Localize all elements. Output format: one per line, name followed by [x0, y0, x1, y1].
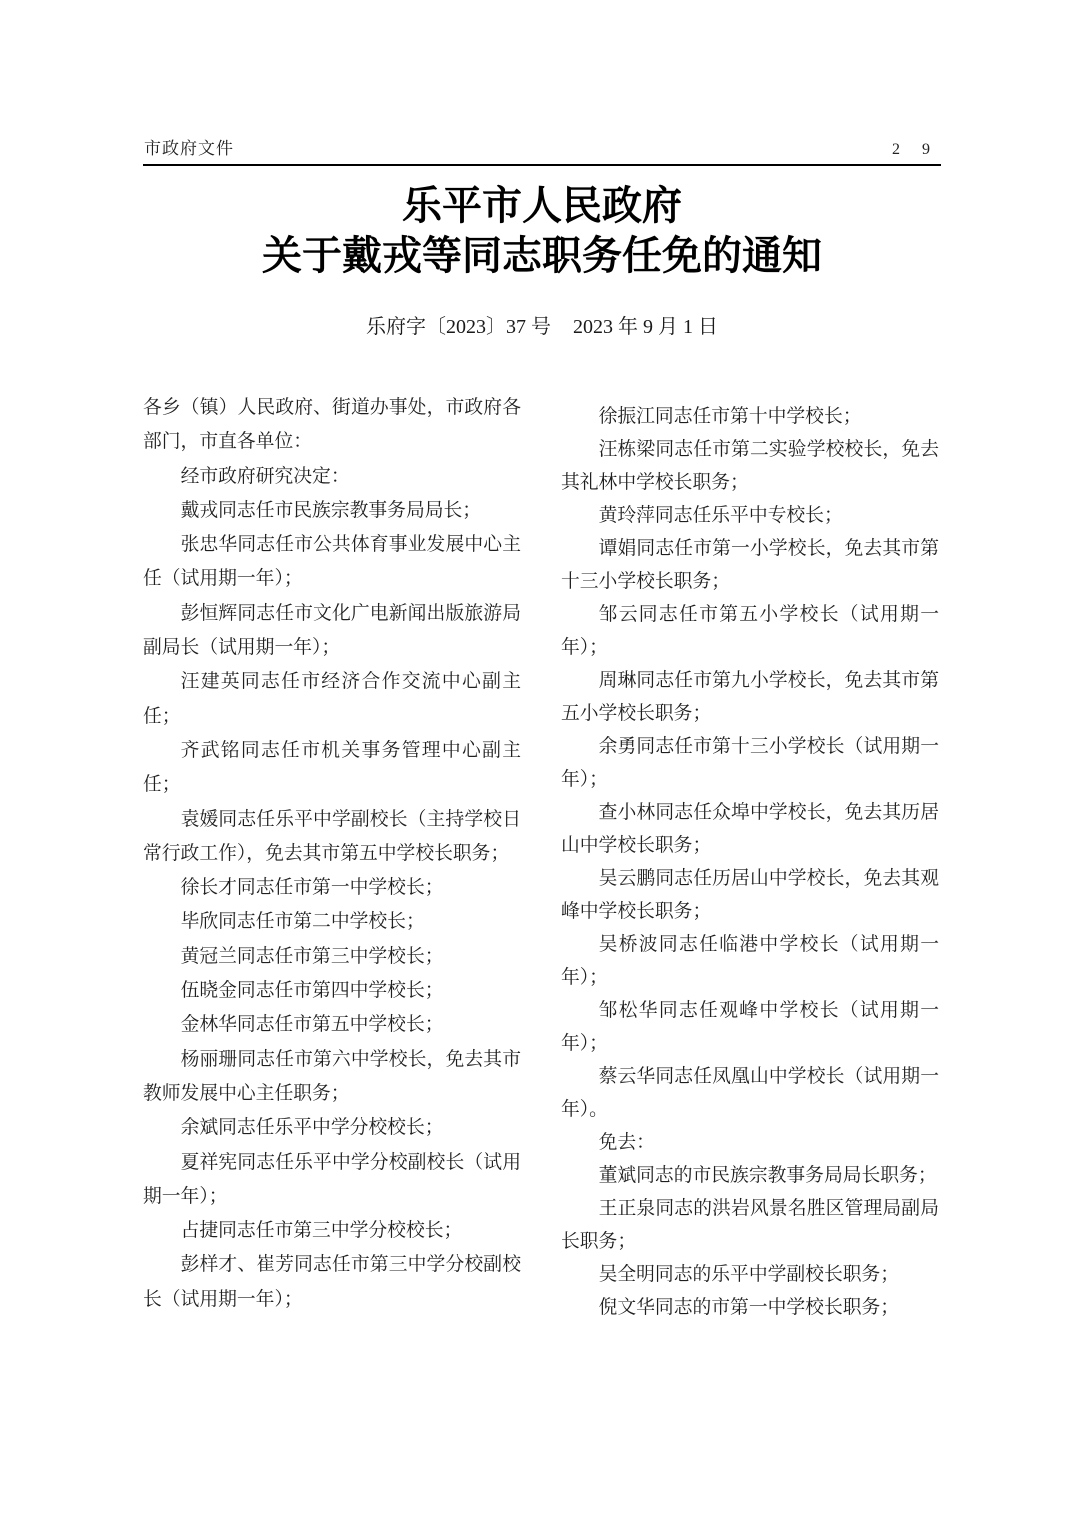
paragraph: 占捷同志任市第三中学分校校长；	[180, 1220, 463, 1242]
paragraph: 周琳同志任市第九小学校长，免去其市第五小学校长职务；	[561, 670, 939, 724]
text-column-right	[561, 400, 939, 1324]
paragraph: 蔡云华同志任凤凰山中学校长（试用期一年）。	[561, 1066, 939, 1120]
paragraph: 金林华同志任市第五中学校长；	[180, 1014, 444, 1036]
paragraph: 谭娟同志任市第一小学校长，免去其市第十三小学校长职务；	[561, 538, 939, 592]
paragraph: 各乡（镇）人民政府、街道办事处，市政府各部门，市直各单位：	[143, 397, 521, 453]
document-title	[143, 181, 941, 281]
paragraph: 彭恒辉同志任市文化广电新闻出版旅游局副局长（试用期一年）；	[143, 602, 521, 659]
paragraph: 汪栋梁同志任市第二实验学校校长，免去其礼林中学校长职务；	[561, 439, 939, 493]
document-date: 2023 年 9 月 1 日	[573, 316, 718, 338]
paragraph: 齐武铭同志任市机关事务管理中心副主任；	[143, 739, 521, 796]
paragraph: 伍晓金同志任市第四中学校长；	[180, 980, 444, 1002]
paragraph: 戴戎同志任市民族宗教事务局局长；	[180, 499, 482, 521]
paragraph: 邹云同志任市第五小学校长（试用期一年）；	[561, 604, 939, 658]
paragraph: 王正泉同志的洪岩风景名胜区管理局副局长职务；	[561, 1198, 939, 1252]
header-rule	[143, 164, 941, 166]
document-title-line1: 乐平市人民政府	[402, 183, 682, 228]
header-category: 市政府文件	[144, 139, 234, 158]
paragraph: 余斌同志任乐平中学分校校长；	[180, 1117, 444, 1139]
paragraph: 余勇同志任市第十三小学校长（试用期一年）；	[561, 736, 939, 790]
paragraph: 杨丽珊同志任市第六中学校长，免去其市教师发展中心主任职务；	[143, 1048, 521, 1104]
document-number-line	[143, 310, 941, 339]
paragraph: 黄冠兰同志任市第三中学校长；	[180, 945, 444, 967]
paragraph: 邹松华同志任观峰中学校长（试用期一年）；	[561, 1000, 939, 1054]
paragraph: 吴全明同志的乐平中学副校长职务；	[598, 1264, 900, 1285]
paragraph: 吴桥波同志任临港中学校长（试用期一年）；	[561, 934, 939, 988]
document-number: 乐府字〔2023〕37 号	[366, 316, 551, 338]
paragraph: 经市政府研究决定：	[180, 465, 350, 487]
paragraph: 黄玲萍同志任乐平中专校长；	[598, 505, 843, 526]
page-number: 2 9	[892, 141, 939, 158]
paragraph: 毕欣同志任市第二中学校长；	[180, 911, 425, 933]
paragraph: 董斌同志的市民族宗教事务局局长职务；	[598, 1165, 937, 1186]
paragraph: 张忠华同志任市公共体育事业发展中心主任（试用期一年）；	[143, 534, 521, 590]
paragraph: 袁媛同志任乐平中学副校长（主持学校日常行政工作），免去其市第五中学校长职务；	[143, 808, 521, 864]
paragraph: 倪文华同志的市第一中学校长职务；	[598, 1297, 900, 1318]
text-column-left	[143, 391, 521, 1317]
document-title-line2: 关于戴戎等同志职务任免的通知	[262, 233, 822, 278]
paragraph: 徐长才同志任市第一中学校长；	[180, 877, 444, 899]
paragraph: 吴云鹏同志任历居山中学校长，免去其观峰中学校长职务；	[561, 868, 939, 922]
paragraph: 查小林同志任众埠中学校长，免去其历居山中学校长职务；	[561, 802, 939, 856]
paragraph: 夏祥宪同志任乐平中学分校副校长（试用期一年）；	[143, 1151, 521, 1207]
paragraph: 徐振江同志任市第十中学校长；	[598, 406, 862, 427]
paragraph: 免去：	[598, 1132, 655, 1153]
paragraph: 汪建英同志任市经济合作交流中心副主任；	[143, 671, 521, 727]
paragraph: 彭样才、崔芳同志任市第三中学分校副校长（试用期一年）；	[143, 1254, 521, 1310]
